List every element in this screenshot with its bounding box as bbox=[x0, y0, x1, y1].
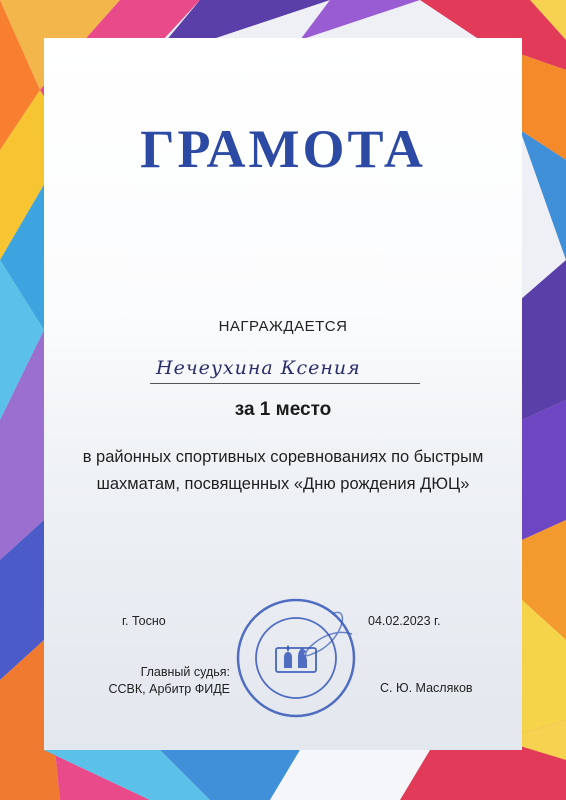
date-label: 04.02.2023 г. bbox=[368, 614, 441, 628]
stamp-seal bbox=[232, 594, 360, 722]
recipient-name: Нечеухина Ксения bbox=[156, 357, 361, 379]
name-underline bbox=[150, 383, 420, 384]
award-description: в районных спортивных соревнованиях по быстрым шахматам, посвященных «Дню рождения ДЮЦ» bbox=[82, 448, 484, 493]
judge-title-line1: Главный судья: bbox=[140, 665, 230, 679]
judge-title-line2: ССВК, Арбитр ФИДЕ bbox=[108, 682, 230, 696]
judge-name: С. Ю. Масляков bbox=[380, 681, 473, 695]
place-text: за 1 место bbox=[234, 399, 332, 420]
certificate-title: ГРАМОТА bbox=[140, 119, 426, 179]
awarded-label: НАГРАЖДАЕТСЯ bbox=[218, 318, 348, 335]
chess-pieces-icon bbox=[276, 645, 316, 672]
judge-title bbox=[90, 664, 230, 698]
city-label: г. Тосно bbox=[122, 614, 166, 628]
